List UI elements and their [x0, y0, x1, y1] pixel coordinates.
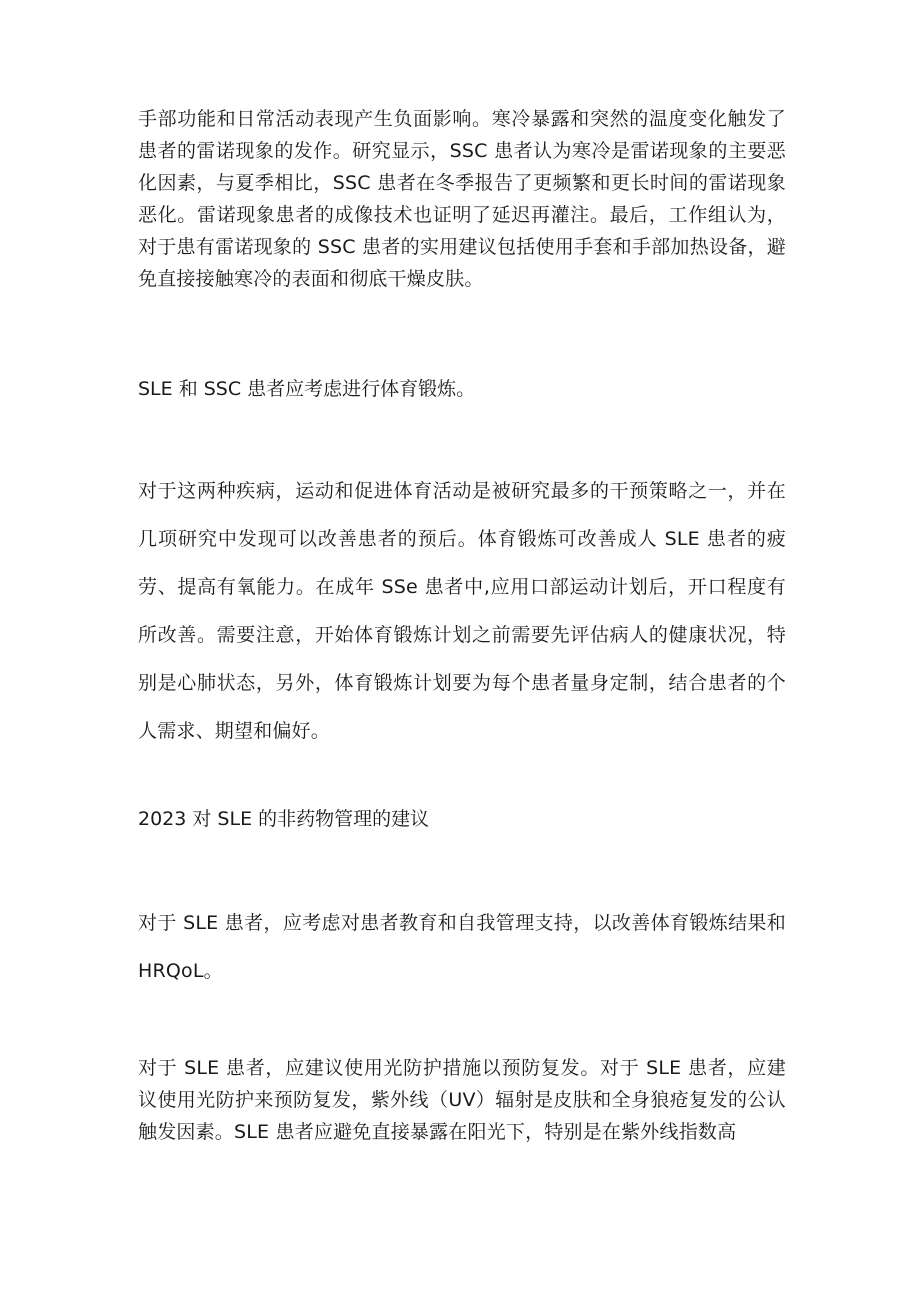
paragraph-raynaud-advice: 手部功能和日常活动表现产生负面影响。寒冷暴露和突然的温度变化触发了患者的雷诺现象的发作。研究显示，SSC 患者认为寒冷是雷诺现象的主要恶化因素，与夏季相比，SSC 患者在冬季报告了更频繁和更长时间的雷诺现象恶化。雷诺现象患者的成像技术也证明了延迟再灌注。最后，工作组认为，对于患有雷诺现象的 SSC 患者的实用建议包括使用手套和手部加热设备，避免直接接触寒冷的表面和彻底干燥皮肤。: [138, 108, 786, 290]
paragraph-exercise-detail: 对于这两种疾病，运动和促进体育活动是被研究最多的干预策略之一，并在几项研究中发现可以改善患者的预后。体育锻炼可改善成人 SLE 患者的疲劳、提高有氧能力。在成年 SSe 患者中,应用口部运动计划后，开口程度有所改善。需要注意，开始体育锻炼计划之前需要先评估病人的健康状况，特别是心肺状态，另外，体育锻炼计划要为每个患者量身定制，结合患者的个人需求、期望和偏好。: [138, 480, 786, 742]
paragraph-photoprotection: 对于 SLE 患者，应建议使用光防护措施以预防复发。对于 SLE 患者，应建议使用光防护来预防复发，紫外线（UV）辐射是皮肤和全身狼疮复发的公认触发因素。SLE 患者应避免直接暴露在阳光下，特别是在紫外线指数高: [138, 1057, 786, 1143]
exercise-recommendation: SLE 和 SSC 患者应考虑进行体育锻炼。: [138, 378, 476, 400]
section-title: 2023 对 SLE 的非药物管理的建议: [138, 808, 430, 830]
paragraph-education-recommendation: 对于 SLE 患者，应考虑对患者教育和自我管理支持，以改善体育锻炼结果和 HRQoL。: [138, 912, 786, 982]
